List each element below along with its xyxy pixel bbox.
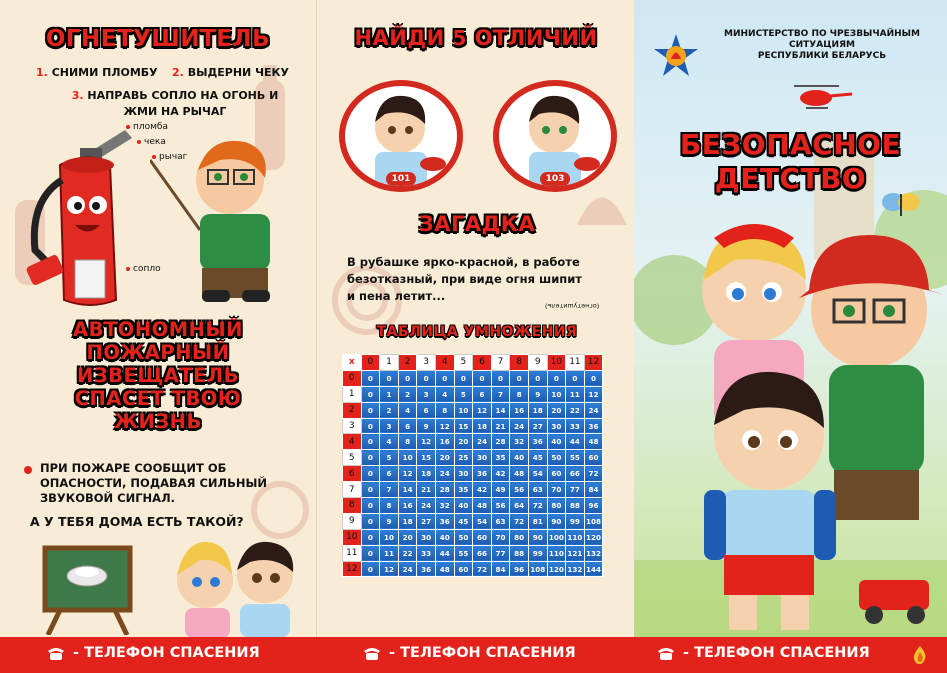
table-cell: 12: [398, 466, 417, 482]
table-cell: 8: [380, 498, 399, 514]
table-cell: 77: [491, 545, 510, 561]
table-cell: 0: [361, 545, 380, 561]
footer-emergency-2: [362, 645, 576, 661]
table-row-header: 1: [343, 386, 362, 402]
table-cell: 11: [380, 545, 399, 561]
cover-title-line-2: ДЕТСТВО: [714, 162, 867, 195]
riddle-text: [347, 254, 582, 305]
table-header-cell: 2: [398, 355, 417, 371]
table-cell: 132: [584, 545, 603, 561]
table-cell: 40: [435, 529, 454, 545]
table-cell: 18: [398, 513, 417, 529]
table-cell: 3: [417, 386, 436, 402]
table-cell: 110: [566, 529, 585, 545]
table-cell: 72: [510, 513, 529, 529]
step-3-line-2: ЖМИ НА РЫЧАГ: [123, 105, 227, 118]
table-cell: 4: [398, 402, 417, 418]
table-row: [343, 545, 603, 561]
detector-title-line-4: СПАСЕТ ТВОЮ: [74, 387, 242, 410]
table-cell: 4: [380, 434, 399, 450]
table-cell: 72: [473, 561, 492, 577]
detector-description-line-1: ПРИ ПОЖАРЕ СООБЩИТ ОБ: [40, 461, 227, 475]
table-cell: 0: [361, 561, 380, 577]
table-cell: 0: [361, 482, 380, 498]
table-cell: 108: [584, 513, 603, 529]
phone-icon: [362, 645, 382, 661]
table-cell: 66: [566, 466, 585, 482]
table-cell: 28: [491, 434, 510, 450]
table-cell: 6: [398, 418, 417, 434]
table-cell: 0: [491, 370, 510, 386]
table-header-cell: 10: [547, 355, 566, 371]
table-cell: 120: [584, 529, 603, 545]
table-cell: 27: [417, 513, 436, 529]
table-cell: 0: [361, 434, 380, 450]
mchs-emblem-icon: [654, 34, 698, 78]
table-cell: 55: [454, 545, 473, 561]
step-2-text: ВЫДЕРНИ ЧЕКУ: [187, 66, 289, 79]
table-header-cell: 6: [473, 355, 492, 371]
table-header-cell: 7: [491, 355, 510, 371]
table-cell: 24: [584, 402, 603, 418]
table-header-cell: 3: [417, 355, 436, 371]
table-cell: 144: [584, 561, 603, 577]
table-cell: 24: [473, 434, 492, 450]
phone-icon: [656, 645, 676, 661]
table-cell: 42: [473, 482, 492, 498]
table-cell: 18: [417, 466, 436, 482]
footer-emergency-3: [656, 645, 870, 661]
differences-title: [323, 26, 629, 50]
cover-kids-illustration: [664, 200, 947, 637]
table-row: [343, 370, 603, 386]
panel-cover: [634, 0, 947, 637]
table-cell: 9: [417, 418, 436, 434]
table-cell: 48: [473, 498, 492, 514]
footer-text-3: - ТЕЛЕФОН СПАСЕНИЯ: [683, 645, 870, 661]
differences-number: 5: [452, 26, 467, 50]
table-cell: 24: [417, 498, 436, 514]
riddle-answer: (огнетушитель): [545, 302, 600, 310]
table-cell: 70: [491, 529, 510, 545]
table-cell: 33: [566, 418, 585, 434]
table-cell: 1: [380, 386, 399, 402]
table-cell: 8: [510, 386, 529, 402]
table-cell: 35: [454, 482, 473, 498]
table-row-header: 5: [343, 450, 362, 466]
ministry-name: [712, 29, 932, 62]
table-row-header: 12: [343, 561, 362, 577]
table-cell: 16: [435, 434, 454, 450]
table-header-cell: 5: [454, 355, 473, 371]
ministry-line-3: РЕСПУБЛИКИ БЕЛАРУСЬ: [757, 51, 887, 61]
table-cell: 0: [361, 513, 380, 529]
table-cell: 0: [380, 370, 399, 386]
cover-title: [644, 128, 937, 196]
table-cell: 45: [454, 513, 473, 529]
table-cell: 35: [491, 450, 510, 466]
table-row: [343, 434, 603, 450]
table-row: [343, 561, 603, 577]
step-1-text: СНИМИ ПЛОМБУ: [51, 66, 158, 79]
table-cell: 8: [398, 434, 417, 450]
table-header-row: [343, 355, 603, 371]
table-row-header: 6: [343, 466, 362, 482]
table-cell: 88: [566, 498, 585, 514]
table-cell: 132: [566, 561, 585, 577]
table-row: [343, 386, 603, 402]
table-cell: 16: [398, 498, 417, 514]
table-cell: 0: [510, 370, 529, 386]
difference-picture-right[interactable]: [493, 80, 617, 192]
table-cell: 56: [510, 482, 529, 498]
table-row-header: 10: [343, 529, 362, 545]
table-cell: 55: [566, 450, 585, 466]
riddle-title: ЗАГАДКА: [418, 212, 536, 236]
table-cell: 12: [584, 386, 603, 402]
table-cell: 20: [398, 529, 417, 545]
step-1: [36, 66, 158, 79]
table-cell: 5: [454, 386, 473, 402]
multiplication-table: [342, 354, 603, 577]
badge-101: 101: [386, 172, 416, 186]
table-cell: 30: [473, 450, 492, 466]
table-cell: 10: [398, 450, 417, 466]
detector-description-line-3: ЗВУКОВОЙ СИГНАЛ.: [40, 491, 175, 505]
riddle-line-3: и пена летит...: [347, 289, 446, 303]
table-cell: 30: [547, 418, 566, 434]
table-cell: 88: [510, 545, 529, 561]
table-corner: x: [343, 355, 362, 371]
table-row-header: 0: [343, 370, 362, 386]
table-cell: 9: [528, 386, 547, 402]
table-cell: 20: [454, 434, 473, 450]
table-cell: 50: [454, 529, 473, 545]
table-cell: 22: [398, 545, 417, 561]
extinguisher-title: ОГНЕТУШИТЕЛЬ: [45, 26, 271, 52]
detector-title-line-1: АВТОНОМНЫЙ: [73, 318, 243, 341]
table-cell: 22: [566, 402, 585, 418]
table-cell: 0: [454, 370, 473, 386]
table-cell: 0: [361, 370, 380, 386]
phone-icon: [46, 645, 66, 661]
differences-title-a: НАЙДИ: [354, 26, 445, 50]
table-cell: 2: [398, 386, 417, 402]
table-row: [343, 450, 603, 466]
detector-description: [40, 461, 267, 506]
footer-emergency-1: [46, 645, 260, 661]
footer-bar: [0, 637, 947, 673]
table-cell: 0: [361, 402, 380, 418]
table-cell: 0: [361, 466, 380, 482]
table-cell: 66: [473, 545, 492, 561]
table-cell: 0: [547, 370, 566, 386]
table-cell: 110: [547, 545, 566, 561]
table-header-cell: 1: [380, 355, 399, 371]
detector-description-line-2: ОПАСНОСТИ, ПОДАВАЯ СИЛЬНЫЙ: [40, 476, 268, 490]
table-cell: 30: [417, 529, 436, 545]
detector-title-line-5: ЖИЗНЬ: [114, 410, 202, 433]
table-cell: 16: [510, 402, 529, 418]
table-cell: 9: [380, 513, 399, 529]
ministry-line-1: МИНИСТЕРСТВО ПО ЧРЕЗВЫЧАЙНЫМ: [724, 29, 920, 39]
cover-title-line-1: БЕЗОПАСНОЕ: [679, 128, 902, 161]
table-cell: 90: [547, 513, 566, 529]
table-cell: 24: [398, 561, 417, 577]
table-cell: 32: [510, 434, 529, 450]
difference-picture-left[interactable]: [339, 80, 463, 192]
table-cell: 20: [435, 450, 454, 466]
table-cell: 36: [435, 513, 454, 529]
table-cell: 40: [547, 434, 566, 450]
table-cell: 45: [528, 450, 547, 466]
table-cell: 14: [491, 402, 510, 418]
table-cell: 40: [510, 450, 529, 466]
table-cell: 81: [528, 513, 547, 529]
table-cell: 12: [380, 561, 399, 577]
table-cell: 63: [491, 513, 510, 529]
detector-title-line-2: ПОЖАРНЫЙ: [86, 341, 230, 364]
badge-103: 103: [540, 172, 570, 186]
table-row: [343, 498, 603, 514]
riddle-line-2: безотказный, при виде огня шипит: [347, 272, 582, 286]
footer-text-2: - ТЕЛЕФОН СПАСЕНИЯ: [389, 645, 576, 661]
table-cell: 0: [361, 529, 380, 545]
two-kids-illustration: [160, 530, 310, 637]
table-cell: 15: [454, 418, 473, 434]
table-cell: 24: [435, 466, 454, 482]
table-header-cell: 11: [566, 355, 585, 371]
table-row: [343, 529, 603, 545]
table-cell: 99: [528, 545, 547, 561]
table-cell: 25: [454, 450, 473, 466]
table-cell: 12: [435, 418, 454, 434]
table-cell: 108: [528, 561, 547, 577]
table-row: [343, 482, 603, 498]
table-cell: 0: [566, 370, 585, 386]
table-row: [343, 418, 603, 434]
table-cell: 0: [528, 370, 547, 386]
table-cell: 28: [435, 482, 454, 498]
table-cell: 54: [528, 466, 547, 482]
table-cell: 70: [547, 482, 566, 498]
table-row: [343, 466, 603, 482]
step-3: [66, 88, 284, 120]
table-cell: 56: [491, 498, 510, 514]
table-cell: 18: [473, 418, 492, 434]
table-cell: 0: [417, 370, 436, 386]
table-row: [343, 513, 603, 529]
table-cell: 80: [547, 498, 566, 514]
table-cell: 14: [398, 482, 417, 498]
table-cell: 60: [454, 561, 473, 577]
table-cell: 21: [491, 418, 510, 434]
label-nozzle-text: сопло: [133, 264, 161, 274]
table-cell: 96: [584, 498, 603, 514]
table-cell: 5: [380, 450, 399, 466]
ministry-line-2: СИТУАЦИЯМ: [789, 40, 855, 50]
label-pin-text: чека: [144, 137, 166, 147]
table-cell: 20: [547, 402, 566, 418]
table-cell: 42: [491, 466, 510, 482]
table-cell: 44: [566, 434, 585, 450]
easel-smoke-detector-illustration: [40, 540, 135, 635]
footer-text-1: - ТЕЛЕФОН СПАСЕНИЯ: [73, 645, 260, 661]
table-row-header: 3: [343, 418, 362, 434]
table-cell: 6: [473, 386, 492, 402]
table-cell: 8: [435, 402, 454, 418]
table-cell: 30: [454, 466, 473, 482]
table-cell: 84: [584, 482, 603, 498]
step-1-number: 1.: [36, 66, 48, 79]
table-cell: 72: [584, 466, 603, 482]
table-cell: 4: [435, 386, 454, 402]
table-cell: 24: [510, 418, 529, 434]
table-cell: 121: [566, 545, 585, 561]
table-header-cell: 9: [528, 355, 547, 371]
table-cell: 96: [510, 561, 529, 577]
table-header-cell: 12: [584, 355, 603, 371]
table-cell: 36: [528, 434, 547, 450]
table-row-header: 8: [343, 498, 362, 514]
table-cell: 27: [528, 418, 547, 434]
boy-pointer-illustration: [150, 130, 290, 310]
table-row-header: 11: [343, 545, 362, 561]
table-cell: 6: [417, 402, 436, 418]
table-title: ТАБЛИЦА УМНОЖЕНИЯ: [376, 324, 578, 340]
table-header-cell: 0: [361, 355, 380, 371]
panel-extinguisher: [0, 0, 316, 637]
table-cell: 77: [566, 482, 585, 498]
table-row: [343, 402, 603, 418]
table-cell: 0: [361, 498, 380, 514]
table-cell: 0: [361, 386, 380, 402]
table-cell: 0: [584, 370, 603, 386]
table-cell: 0: [473, 370, 492, 386]
table-cell: 7: [380, 482, 399, 498]
table-cell: 48: [584, 434, 603, 450]
table-cell: 0: [398, 370, 417, 386]
table-cell: 33: [417, 545, 436, 561]
table-cell: 12: [473, 402, 492, 418]
table-cell: 32: [435, 498, 454, 514]
table-cell: 120: [547, 561, 566, 577]
table-cell: 10: [547, 386, 566, 402]
table-cell: 60: [584, 450, 603, 466]
bullet-dot: [24, 466, 32, 474]
extinguisher-illustration: [20, 120, 145, 310]
table-cell: 40: [454, 498, 473, 514]
table-cell: 6: [380, 466, 399, 482]
label-seal-text: пломба: [133, 122, 168, 132]
detector-title: [18, 318, 298, 433]
table-cell: 99: [566, 513, 585, 529]
table-cell: 10: [380, 529, 399, 545]
step-2-number: 2.: [172, 66, 184, 79]
flame-icon: [912, 646, 928, 664]
table-cell: 0: [361, 450, 380, 466]
table-cell: 60: [473, 529, 492, 545]
table-cell: 63: [528, 482, 547, 498]
table-cell: 84: [491, 561, 510, 577]
table-cell: 90: [528, 529, 547, 545]
differences-title-b: ОТЛИЧИЙ: [474, 26, 598, 50]
table-cell: 18: [528, 402, 547, 418]
table-cell: 44: [435, 545, 454, 561]
table-cell: 2: [380, 402, 399, 418]
table-row-header: 4: [343, 434, 362, 450]
table-cell: 21: [417, 482, 436, 498]
table-cell: 36: [417, 561, 436, 577]
table-cell: 50: [547, 450, 566, 466]
table-cell: 10: [454, 402, 473, 418]
table-cell: 0: [435, 370, 454, 386]
boy-phone-right-illustration: [499, 86, 611, 186]
detector-title-line-3: ИЗВЕЩАТЕЛЬ: [77, 364, 239, 387]
table-header-cell: 8: [510, 355, 529, 371]
table-row-header: 7: [343, 482, 362, 498]
table-cell: 100: [547, 529, 566, 545]
panel-games: [316, 0, 635, 637]
table-row-header: 2: [343, 402, 362, 418]
step-3-number: 3.: [71, 89, 84, 102]
label-lever-text: рычаг: [159, 152, 188, 162]
step-2: [172, 66, 289, 79]
table-cell: 60: [547, 466, 566, 482]
table-row-header: 9: [343, 513, 362, 529]
table-cell: 15: [417, 450, 436, 466]
table-cell: 48: [435, 561, 454, 577]
table-cell: 36: [473, 466, 492, 482]
table-cell: 7: [491, 386, 510, 402]
table-header-cell: 4: [435, 355, 454, 371]
helicopter-icon: [784, 82, 854, 112]
table-cell: 49: [491, 482, 510, 498]
boy-phone-left-illustration: [345, 86, 457, 186]
step-3-line-1: НАПРАВЬ СОПЛО НА ОГОНЬ И: [87, 89, 279, 102]
table-cell: 64: [510, 498, 529, 514]
table-cell: 54: [473, 513, 492, 529]
table-cell: 11: [566, 386, 585, 402]
table-cell: 80: [510, 529, 529, 545]
riddle-line-1: В рубашке ярко-красной, в работе: [347, 255, 580, 269]
table-cell: 12: [417, 434, 436, 450]
table-cell: 48: [510, 466, 529, 482]
table-cell: 72: [528, 498, 547, 514]
table-cell: 36: [584, 418, 603, 434]
table-cell: 0: [361, 418, 380, 434]
table-cell: 3: [380, 418, 399, 434]
home-question: А У ТЕБЯ ДОМА ЕСТЬ ТАКОЙ?: [30, 514, 244, 529]
